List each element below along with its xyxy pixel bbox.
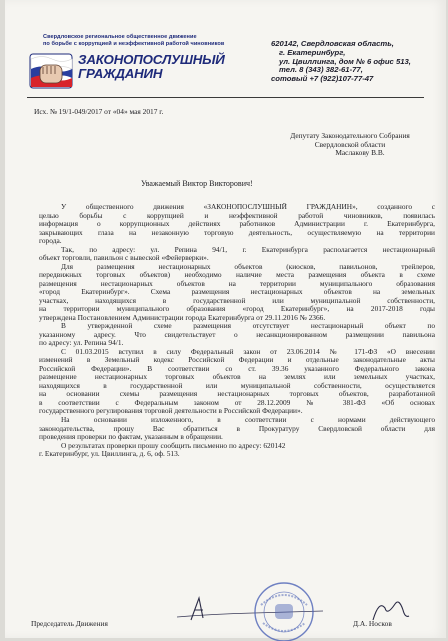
body-line: города.: [39, 236, 62, 246]
body-line: указанному адресу. Что свидетельствует о несанкционированном размещении павильона: [39, 330, 435, 339]
header-divider: [27, 97, 424, 98]
body-line: объект торговли, павильон с вывеской «Фейерверки».: [39, 253, 209, 263]
body-line: У общественного движения «ЗАКОНОПОСЛУШНЫЙ ГРАЖДАНИН», созданного с: [61, 203, 435, 211]
body-line: информация о коррупционных действиях работников Администрации г. Екатеринбурга,: [39, 220, 435, 229]
body-line: по адресу: ул. Репина 94/1.: [39, 338, 124, 348]
outgoing-ref: Исх. № 19/1-049/2017 от «04» мая 2017 г.: [34, 107, 164, 116]
org-subtitle: [43, 34, 243, 47]
org-line-2: по борьбе с коррупцией и неэффективной работой чиновников: [43, 40, 225, 47]
body-line: на территории муниципального образования «город Екатеринбург», на 2017-2018 годы: [39, 305, 435, 314]
body-line: г. Екатеринбург, ул. Цвиллинга, д. 6, оф. 513.: [39, 449, 180, 459]
body-line: на основании схемы размещения нестационарных торговых объектов, разработанной: [39, 390, 435, 399]
body-line: В утвержденной схеме размещения отсутствует нестационарный объект по: [61, 322, 435, 331]
logo-title: [78, 53, 225, 81]
body-line: изменений в Земельный кодекс Российской Федерации и отдельные законодательные акты: [39, 356, 435, 365]
body-line: государственного регулирования торговой деятельности в Российской Федерации».: [39, 406, 303, 416]
recipient-line: Свердловской области: [314, 139, 386, 149]
address-line: тел. 8 (343) 382-61-77,: [279, 65, 363, 75]
official-stamp-icon: [249, 577, 319, 641]
body-line: Российской Федерации». В соответствии со ст. 39.36 указанного Федерального закона: [39, 364, 435, 373]
body-line: Так, по адресу: ул. Репина 94/1, г. Екатеринбурга располагается нестационарный: [61, 245, 435, 254]
body-line: целью борьбы с коррупцией и неэффективной работой чиновников, появилась: [39, 211, 435, 220]
logo-line-2: ГРАЖДАНИН: [78, 66, 163, 81]
body-line: проведения проверки по фактам, указанным в обращении.: [39, 432, 223, 442]
body-line: участках, находящихся в государственной или муниципальной собственности,: [39, 296, 435, 305]
address-line: 620142, Свердловская область,: [271, 39, 394, 48]
body-line: «город Екатеринбург». Схема размещения нестационарных объектов на земельных: [39, 288, 435, 297]
body-line: На основании изложенного, в соответствии с нормами действующего: [61, 416, 435, 424]
recipient-line: Депутату Законодательного Собрания: [290, 131, 410, 140]
phone-line: сотовый +7 (922)107-77-47: [271, 74, 374, 84]
chair-name: Д.А. Носков: [353, 619, 392, 628]
body-line: закрывающих глаза на незаконную торговую деятельность, осуществляемую на территории: [39, 228, 435, 237]
address-line: г. Екатеринбург,: [279, 47, 346, 57]
body-line: С 01.03.2015 вступил в силу Федеральный закон от 23.06.2014 № 171-ФЗ «О внесении: [61, 347, 435, 356]
body-line: в соответствии с Федеральным законом от 28.12.2009 № 381-ФЗ «Об основах: [39, 398, 435, 407]
salutation: Уважаемый Виктор Викторович!: [141, 179, 253, 188]
body-line: находящихся в государственной или муниципальной собственности, осуществляется: [39, 381, 435, 390]
body-line: передвижных торговых объектов) необходимо наличие места размещения объекта в схеме: [39, 271, 435, 280]
movement-logo-icon: [28, 50, 74, 92]
body-line: законодательства, прошу Вас обратиться в Прокуратуру Свердловской области для: [39, 424, 435, 433]
recipient-block: [275, 132, 425, 158]
body-line: утверждена Постановлением Администрации города Екатеринбурга от 29.11.2016 № 2366.: [39, 312, 326, 322]
letter-page: [5, 0, 446, 638]
address-line: ул. Цвиллинга, дом № 6 офис 513,: [279, 56, 411, 66]
chair-title: Председатель Движения: [31, 619, 108, 628]
body-line: О результатах проверки прошу сообщить письменно по адресу: 620142: [61, 440, 286, 450]
body-line: размещение нестационарных торговых объектов на землях или земельных участках,: [39, 373, 435, 382]
contact-block: [271, 40, 411, 84]
recipient-line: Маслакову В.В.: [335, 148, 385, 158]
body-line: Для размещения нестационарных объектов (киосков, павильонов, трейлеров,: [61, 262, 435, 271]
org-line-1: Свердловское региональное общественное движение: [43, 34, 197, 40]
logo-line-1: ЗАКОНОПОСЛУШНЫЙ: [78, 52, 225, 67]
body-line: размещения нестационарных объектов на территории муниципального образования: [39, 279, 435, 288]
